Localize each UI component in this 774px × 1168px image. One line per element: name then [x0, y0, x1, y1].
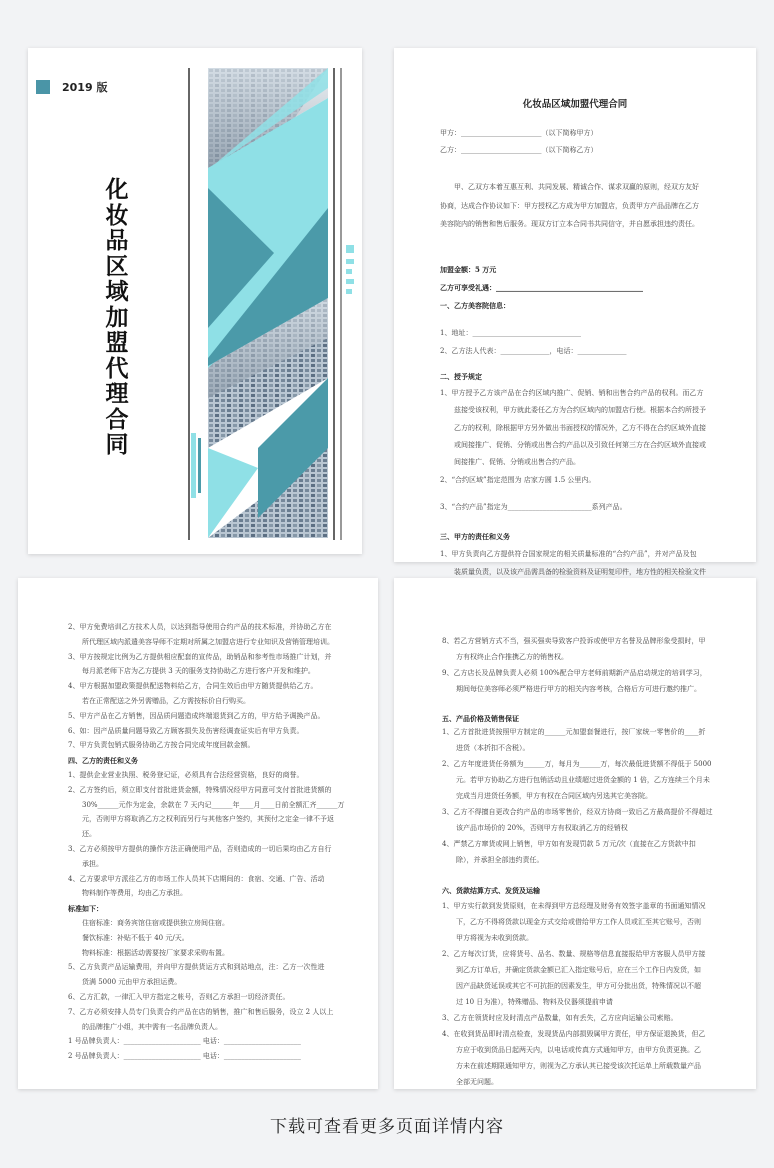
accent-bar: [198, 438, 201, 493]
body-line: 期间每位美容师必须严格进行甲方的相关内容考核，合格后方可进行邀约推广。: [456, 685, 701, 693]
body-line: 元。若甲方协助乙方进行包销活动且业绩超过进货金额的 1 倍，乙方连续三个月未: [456, 776, 710, 784]
body-line: 4、甲方根据加盟政策提供配送物料给乙方，合同生效后由甲方随货提供给乙方。: [68, 682, 318, 691]
year-label: 2019 版: [62, 81, 108, 94]
body-line: 甲、乙双方本着互惠互利、共同发展、精诚合作、谋求双赢的原则，经双方友好: [454, 183, 699, 191]
body-line: 所代理区域内派遣美容导师不定期对所属之加盟店进行专业知识及营销管理培训。: [82, 637, 334, 646]
cover-page: [28, 48, 362, 554]
cover-title-char: 盟: [105, 330, 129, 356]
body-line: 美容院内的销售和售后服务。现双方订立本合同书共同信守，并自愿承担违约责任。: [440, 220, 699, 228]
body-line: 的品牌推广小组，其中需有一名品牌负责人。: [82, 1022, 222, 1031]
body-line: 方有权终止合作推携乙方的销售权。: [456, 653, 568, 661]
body-line: 2、乙方每次订货，应将货号、品名、数量、规格等信息直接报给甲方客服人员甲方接: [442, 950, 706, 958]
body-line: 物料标准：根据活动需要按厂家要求采购布置。: [82, 948, 229, 957]
body-line: 4、严禁乙方窜货或网上销售，甲方如有发现罚款 5 万元/次（直接在乙方货款中扣: [442, 840, 696, 848]
body-line: 2、乙方法人代表：______________，电话：______________: [440, 347, 627, 355]
body-line: 2、乙方年度进货任务额为______万，每月为______万，每次最低进货额不得低于 5000: [442, 760, 712, 768]
accent-bar: [191, 433, 196, 498]
body-line: 2、甲方免费培训乙方技术人员，以达到指导使用合约产品的技术标准，并协助乙方在: [68, 623, 332, 631]
body-line: 甲方将视为未收到货款。: [456, 934, 533, 942]
cover-title-char: 理: [105, 381, 129, 407]
page-title: 化妆品区域加盟代理合同: [522, 99, 628, 110]
body-line: 每月派老师下店为乙方提供 3 天的服务支持协助乙方进行客户开发和维护。: [82, 667, 315, 676]
body-line: 间接推广、促销、分销或出售合约产品。: [454, 458, 580, 466]
body-line: 协商，达成合作协议如下：甲方授权乙方成为甲方加盟店，负责甲方产品品牌在乙方: [440, 202, 699, 210]
body-line: 还。: [82, 830, 96, 839]
body-line: 4、乙方要求甲方派往乙方的市场工作人员其下店期间的：食宿、交通、广告、活动: [68, 874, 325, 883]
body-line: 1、地址：_______________________________: [440, 329, 581, 337]
body-line: 过 10 日为准），特殊赠品、物料及仪器须提前申请: [456, 998, 613, 1006]
body-line: 6、乙方汇款，一律汇入甲方指定之帐号，否则乙方承担一切经济责任。: [68, 993, 290, 1001]
body-line: 3、甲方按规定比例为乙方提供相应配套的宣传品，助销品和参考性市场推广计划，并: [68, 652, 332, 661]
body-line: 1、提供企业营业执照、税务登记证，必须具有合法经营资格，良好的商誉。: [68, 771, 304, 779]
body-line: 2、“合约区域”指定范围为 店家方圆 1.5 公里内。: [440, 476, 596, 484]
body-line: 住宿标准：商务宾馆住宿或提供独立房间住宿。: [82, 919, 229, 927]
body-line: 1 号品牌负责人：______________________ 电话：______________________: [68, 1037, 301, 1046]
body-line: 装质量负责，以及该产品需具备的检验资料及证明复印件，地方性的相关检验文件: [454, 568, 706, 576]
body-line: 甲方：_______________________（以下简称甲方）: [440, 129, 598, 137]
section-heading: 加盟金额：5 万元: [440, 265, 497, 274]
section-heading: 一、乙方美容院信息：: [440, 301, 510, 310]
body-line: 5、甲方产品在乙方销售，因品质问题造成终端退货到乙方的，甲方给予调换产品。: [68, 711, 325, 720]
cover-title-char: 品: [105, 228, 129, 254]
section-heading: 标准如下：: [68, 904, 103, 914]
body-line: 餐饮标准：补贴不低于 40 元/天。: [82, 933, 189, 942]
side-ticks: [344, 245, 358, 305]
cover-title-char: 区: [105, 253, 129, 280]
body-line: 全部无问题。: [456, 1078, 498, 1086]
body-line: 乙方：_______________________（以下简称乙方）: [440, 146, 598, 154]
section-heading: 六、货款结算方式、发货及运输: [442, 886, 540, 895]
body-line: 30%______元作为定金，余款在 7 天内记______年____月____日前全额汇齐______万: [82, 800, 345, 809]
download-more-caption[interactable]: 下载可查看更多页面详情内容: [270, 1117, 504, 1137]
body-line: 8、若乙方营销方式不当，强买强卖导致客户投诉或使甲方名誉及品牌形象受损时，甲: [442, 637, 706, 645]
section-heading: 二、授予规定: [440, 372, 482, 381]
body-line: 1、甲方实行款到发货原则，在未得到甲方总经理及财务有效签字盖章的书面通知情况: [442, 902, 706, 910]
body-line: 货满 5000 元由甲方承担运费。: [82, 978, 182, 987]
body-line: 因产品缺货延误或其它不可抗拒的因素发生，甲方可分批出货，特殊情况以不超: [456, 982, 701, 990]
body-line: 7、乙方必须安排人员专门负责合约产品在店的销售，推广和售后服务，设立 2 人以上: [68, 1007, 334, 1016]
contract-page-1: [394, 48, 756, 576]
body-line: 2 号品牌负责人：______________________ 电话：______________________: [68, 1052, 301, 1061]
cover-title-char: 代: [105, 355, 129, 382]
body-line: 下，乙方不得将货款以现金方式交给或借给甲方工作人员或汇至其它账号，否则: [456, 918, 701, 926]
body-line: 方未在前述期限通知甲方，则视为乙方承认其已接受该次托运单上所载数量产品: [456, 1062, 701, 1070]
body-line: 9、乙方店长及品牌负责人必须 100%配合甲方老师前期新产品启动规定的培训学习，: [442, 669, 707, 677]
body-line: 3、“合约产品”指定为________________________系列产品。: [440, 503, 627, 511]
body-line: 5、乙方负责产品运输费用，并向甲方提供货运方式和到站地点，注：乙方一次性进: [68, 963, 325, 972]
body-line: 乙方的权利，除根据甲方另外做出书面授权的情况外，乙方不得在合约区域外直接: [454, 424, 706, 432]
body-line: 元，否则甲方将取消乙方之权利而另行与其他客户签约，其预付之定金一律不予返: [82, 815, 334, 824]
cover-title-char: 合: [105, 406, 129, 433]
cover-title-char: 妆: [105, 202, 129, 229]
cover-graphic: [28, 48, 362, 554]
body-line: 承担。: [82, 859, 103, 868]
body-line: 到乙方订单后，并确定货款金额已汇入指定账号后，应在三个工作日内发货，如: [456, 966, 701, 974]
cover-title-char: 域: [105, 279, 129, 305]
body-line: 7、甲方负责包销式服务协助乙方按合同完成年度回款金额。: [68, 741, 255, 750]
body-line: 3、乙方不得擅自更改合约产品的市场零售价，经双方协商一致后乙方最高提价不得超过: [442, 808, 713, 816]
body-line: 或间接推广、促销、分销或出售合约产品以及引致任何第三方在合约区域外直接或: [454, 441, 706, 449]
cover-title-char: 加: [105, 304, 129, 331]
body-line: 4、在收到货品即时清点检查，发现货品内部损毁属甲方责任，甲方保证退换货，但乙: [442, 1030, 706, 1038]
body-line: 若在正常配送之外另需赠品，乙方需按标价自行购买。: [82, 697, 250, 705]
body-line: 兹接受该权利，甲方就此委任乙方为合约区域内的加盟店行使。根据本合约所授予: [454, 406, 706, 414]
body-line: 除），并承担全部违约责任。: [456, 856, 544, 864]
body-line: 3、乙方必须按甲方提供的操作方法正确使用产品，否则造成的一切后果均由乙方自行: [68, 845, 332, 853]
body-line: 1、甲方授予乙方该产品在合约区域内推广、促销、销和出售合约产品的权利。而乙方: [440, 389, 704, 397]
body-line: 3、乙方在领货时应及时清点产品数量，如有丢失，乙方应向运输公司索赔。: [442, 1014, 678, 1022]
section-heading: 三、甲方的责任和义务: [440, 532, 510, 541]
section-heading: 五、产品价格及销售保证: [442, 714, 519, 723]
body-line: 2、乙方签约后，须立即支付首批进货金额，特殊情况经甲方同意可支付首批进货额的: [68, 785, 332, 794]
body-line: 1、甲方负责向乙方提供符合国家规定的相关质量标准的“合约产品”，并对产品及包: [440, 550, 697, 558]
body-line: 方应于收到货品日起两天内，以电话或传真方式通知甲方，由甲方负责更换。乙: [456, 1046, 701, 1054]
body-line: 该产品市场价的 20%，否则甲方有权取消乙方的经销权: [456, 824, 628, 832]
contract-page-3: [394, 578, 756, 1089]
section-heading: 乙方可享受礼遇：__________________________________________: [440, 283, 643, 292]
body-line: 完成当月进货任务额，甲方有权在合同区域内另选其它美容院。: [456, 792, 652, 800]
cover-title-char: 化: [105, 177, 129, 203]
section-heading: 四、乙方的责任和义务: [68, 756, 138, 766]
body-line: 进货（本折扣不含税）。: [456, 744, 530, 752]
body-line: 6、如：因产品质量问题导致乙方顾客损失及伤害经调查证实后有甲方负责。: [68, 726, 304, 735]
body-line: 物料制作等费用，均由乙方承担。: [82, 889, 187, 898]
cover-title-char: 同: [105, 432, 129, 458]
body-line: 1、乙方首批进货按照甲方制定的______元加盟套餐进行，按厂家统一零售价的____折: [442, 728, 706, 736]
contract-page-2: [18, 578, 378, 1089]
